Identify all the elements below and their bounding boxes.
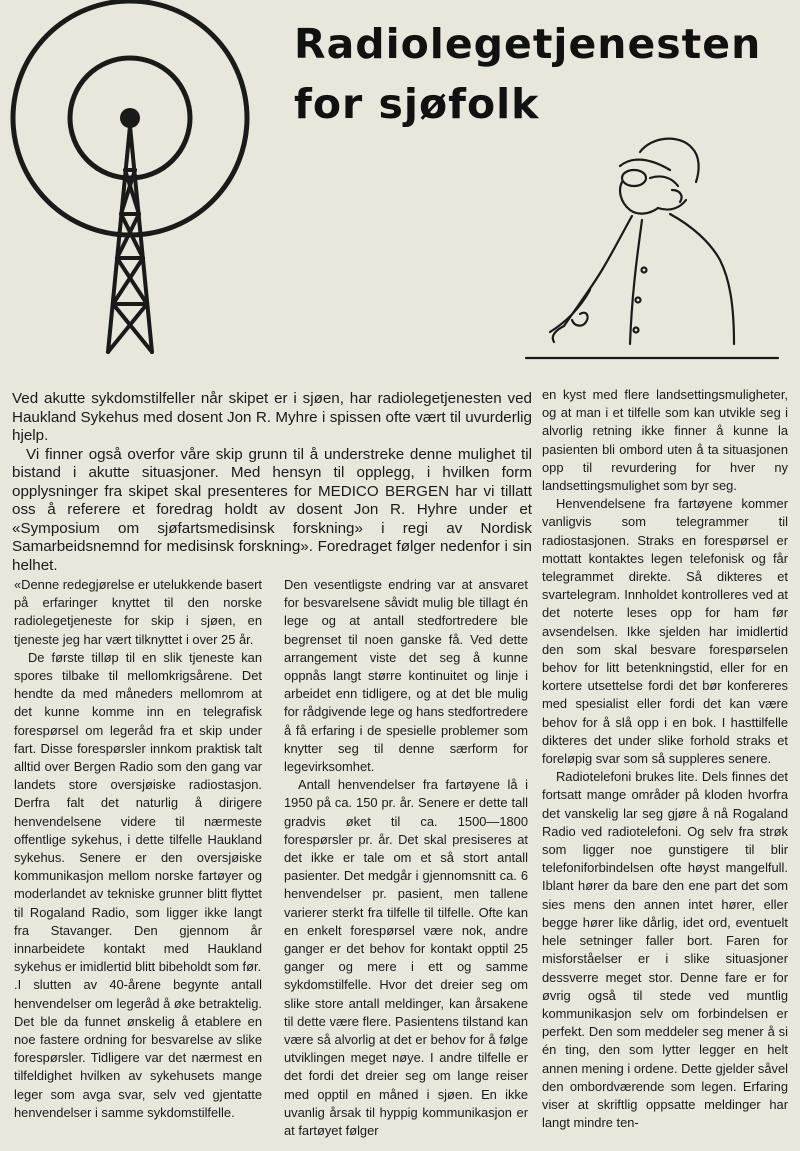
title-line-2: for sjøfolk bbox=[294, 80, 540, 128]
body-paragraph: «Denne redegjørelse er utelukkende basert på erfaringer knyttet til den norske radiolegetjeneste for skip i sjøen, en tjeneste jeg har vært tilknyttet i over 25 år. bbox=[14, 577, 262, 647]
article-intro bbox=[12, 390, 532, 575]
intro-paragraph: Ved akutte sykdomstilfeller når skipet er i sjøen, har radiolegetjenesten ved Haukland Sykehus med dosent Jon R. Myhre i spissen ofte vært til uvurderlig hjelp. bbox=[12, 390, 532, 444]
doctor-illustration bbox=[520, 130, 782, 370]
body-column-1 bbox=[14, 576, 262, 1122]
title-line-1: Radiolegetjenesten bbox=[294, 20, 762, 68]
body-paragraph: Radiotelefoni brukes lite. Dels finnes det fortsatt mange områder på kloden hvorfra det vanskelig lar seg gjøre å nå Rogaland Radio ved radiotelefoni. Og selv fra strøk som ligger noe gunstigere til blir telefoniforbindelsen ofte høyst mangelfull. Iblant hører da bare den ene part det som sies mens den annen intet hører, eller begge hører like dårlig, idet ord, eventuelt hele setninger faller bort. Faren for misforståelser er i slike situasjoner dessverre meget stor. Denne fare er for øvrig også til stede ved muntlig kommunikasjon selv om forbindelsen er perfekt. Den som meddeler seg mener å si én ting, den som lytter legger en helt annen mening i ordene. Dette gjelder såvel den ombordværende som legen. Erfaring viser at skriftlig oppsatte meldinger har langt mindre ten- bbox=[542, 769, 788, 1131]
body-paragraph: Den vesentligste endring var at ansvaret for besvarelsene såvidt mulig ble tillagt én lege og at antall stedfortredere ble begrenset til noen ganske få. Ved dette arrangement viste det seg å kunne oppnås langt større kontinuitet og linje i arbeidet enn tidligere, og at det ble mulig for rådgivende lege og hans stedfortredere å få erfaring i de spesielle problemer som knytter seg til denne særform for legevirksomhet. bbox=[284, 577, 528, 775]
body-paragraph: .I slutten av 40-årene begynte antall henvendelser om legeråd å øke betraktelig. Det ble da funnet ønskelig å etablere en noe fastere ordning for besvarelse av slike forespørsler. Tidligere var det nærmest en tilfeldighet hvilken av sykehusets mange leger som avga svar, selv ved gjentatte henvendelser i samme sykdomstilfelle. bbox=[14, 977, 262, 1120]
article-title bbox=[294, 14, 794, 134]
body-paragraph: De første tilløp til en slik tjeneste kan spores tilbake til mellomkrigsårene. Det hendte da med måneders mellomrom at det kunne komme inn en telegrafisk forespørsel om legeråd fra et skip under fart. Disse forespørsler innkom praktisk talt alltid over Bergen Radio som den gang var landets store oversjøiske radiostasjon. Derfra falt det naturlig å dirigere henvendelsene videre til nærmeste offentlige sykehus, i dette tilfelle Haukland sykehus. Senere er den oversjøiske kommunikasjon mellom norske fartøyer og moderlandet av tekniske grunner blitt flyttet til Rogaland Radio, som ligger ikke langt fra Stavanger. Den gjennom år innarbeidete kontakt med Haukland sykehus er imidlertid blitt bibeholdt som før. bbox=[14, 649, 262, 975]
body-paragraph: Antall henvendelser fra fartøyene lå i 1950 på ca. 150 pr. år. Senere er dette tall gradvis øket til ca. 1500—1800 forespørsler pr. år. Det skal presiseres at det ikke er tale om et så stort antall pasienter. Det medgår i gjennomsnitt ca. 6 henvendelser pr. pasient, men tallene varierer sterkt fra tilfelle til tilfelle. Ofte kan en enkelt forespørsel være nok, andre ganger er det behov for kontakt opptil 25 ganger og mere i ett og samme sykdomstilfelle. Hvor det dreier seg om slike store antall meldinger, kan årsakene til dette være flere. Pasientens tilstand kan være så alvorlig at det er behov for å følge utviklingen meget nøye. I andre tilfelle er det fordi det dreier seg om lange reiser med opptil en måned i sjøen. En ikke uvanlig årsak til hyppig kommunikasjon er at fartøyet følger bbox=[284, 777, 528, 1139]
body-paragraph: en kyst med flere landsettingsmuligheter, og at man i et tilfelle som kan utvikle seg i alvorlig retning ikke finner å kunne la pasienten bli ombord uten å ta situasjonen opp til revurdering for hver ny landsettingsmulighet som byr seg. bbox=[542, 387, 788, 494]
intro-paragraph: Vi finner også overfor våre skip grunn til å understreke denne mulighet til bistand i akutte situasjoner. Med hensyn til opplegg, i hvilken form opplysninger fra skipet skal presenteres for MEDICO BERGEN har vi tillatt oss å referere et foredrag holdt av dosent Jon R. Hyhre under et «Symposium om sjøfartsmedisinsk forskning» i regi av Nordisk Samarbeidsnemnd for medisinsk forskning». Foredraget følger nedenfor i sin helhet. bbox=[12, 445, 532, 574]
body-paragraph: Henvendelsene fra fartøyene kommer vanligvis som telegrammer til radiostasjonen. Straks en forespørsel er mottatt kontaktes legen telefonisk og får telegrammet direkte. Så dikteres et svartelegram. Innholdet kontrolleres ved at det noterte leses opp for ham før avsendelsen. Ikke sjelden har imidlertid den som skal besvare forespørselen behov for litt betenkningstid, eller for en kortere utsettelse fordi det bør konfereres med spesialist eller fordi det kan være behov for å slå opp i en bok. I hasttilfelle dikteres det under slike forhold straks et foreløpig svar som så suppleres senere. bbox=[542, 496, 788, 767]
radio-tower-illustration bbox=[4, 0, 266, 360]
body-column-2 bbox=[284, 576, 528, 1140]
body-column-3 bbox=[542, 386, 788, 1132]
